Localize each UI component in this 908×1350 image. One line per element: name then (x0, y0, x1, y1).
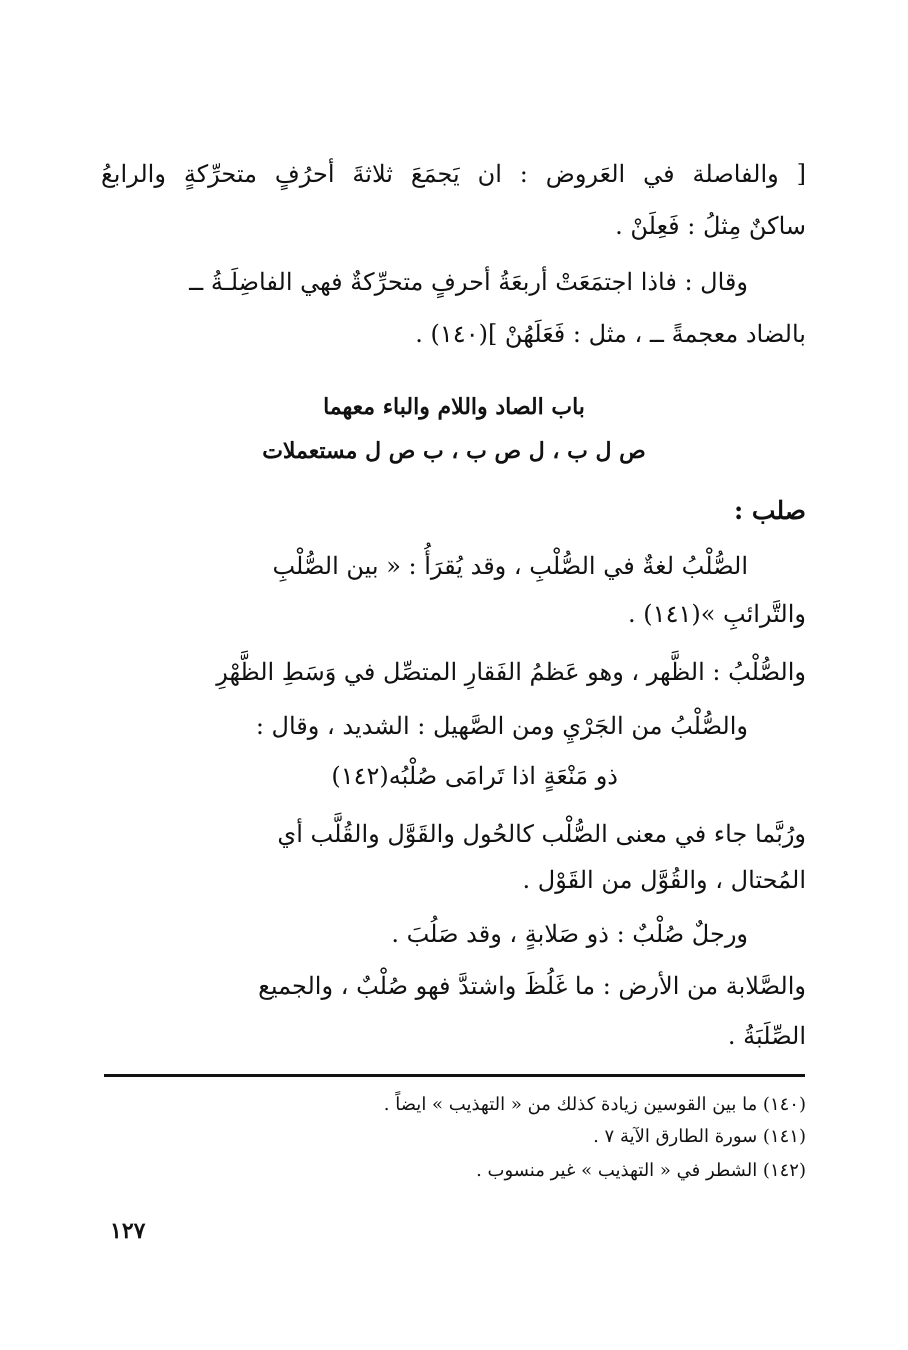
chapter-title: باب الصاد واللام والباء معهما (323, 394, 585, 420)
text-line: والتَّرائبِ »(١٤١) . (628, 600, 806, 628)
text-line: ورجلٌ صُلْبٌ : ذو صَلابةٍ ، وقد صَلُبَ . (391, 920, 748, 948)
footnote: (١٤٢) الشطر في « التهذيب » غير منسوب . (476, 1160, 806, 1181)
text-line: ورُبَّما جاء في معنى الصُّلْب كالحُول والقَوَّل والقُلَّب أي (277, 820, 806, 848)
text-line: والصَّلابة من الأرض : ما غَلُظَ واشتدَّ فهو صُلْبٌ ، والجميع (258, 972, 806, 1000)
text-line: الصِّلَبَةُ . (727, 1022, 806, 1050)
text-line: [ والفاصلة في العَروض : ان يَجمَعَ ثلاثةَ أحرُفٍ متحرِّكةٍ والرابعُ (101, 160, 806, 188)
text-line: والصُّلْبُ من الجَرْيِ ومن الصَّهيل : الشديد ، وقال : (255, 712, 748, 740)
text-line: المُحتال ، والقُوَّل من القَوْل . (522, 866, 806, 894)
text-line: وقال : فاذا اجتمَعَتْ أربعَةُ أحرفٍ متحرِّكةٌ فهي الفاضِلَـةُ ــ (189, 268, 748, 296)
entry-headword: صلب : (734, 496, 806, 525)
text-line: بالضاد معجمةً ــ ، مثل : فَعَلَهُنْ ](١٤٠) . (415, 320, 806, 348)
footnote: (١٤١) سورة الطارق الآية ٧ . (593, 1126, 806, 1147)
footnote-divider (104, 1074, 805, 1077)
text-line: والصُّلْبُ : الظَّهر ، وهو عَظمُ الفَقارِ المتصِّل في وَسَطِ الظَّهْرِ (216, 658, 806, 686)
page-number: ١٢٧ (110, 1218, 146, 1244)
chapter-subtitle: ص ل ب ، ل ص ب ، ب ص ل مستعملات (262, 438, 646, 464)
footnote: (١٤٠) ما بين القوسين زيادة كذلك من « التهذيب » ايضاً . (383, 1094, 806, 1115)
text-line: الصُّلْبُ لغةٌ في الصُّلْبِ ، وقد يُقرَأُ : « بين الصُّلْبِ (272, 552, 748, 580)
verse-line: ذو مَنْعَةٍ اذا تَرامَى صُلْبُه(١٤٢) (331, 762, 618, 790)
text-line: ساكنٌ مِثلُ : فَعِلَنْ . (615, 212, 806, 240)
